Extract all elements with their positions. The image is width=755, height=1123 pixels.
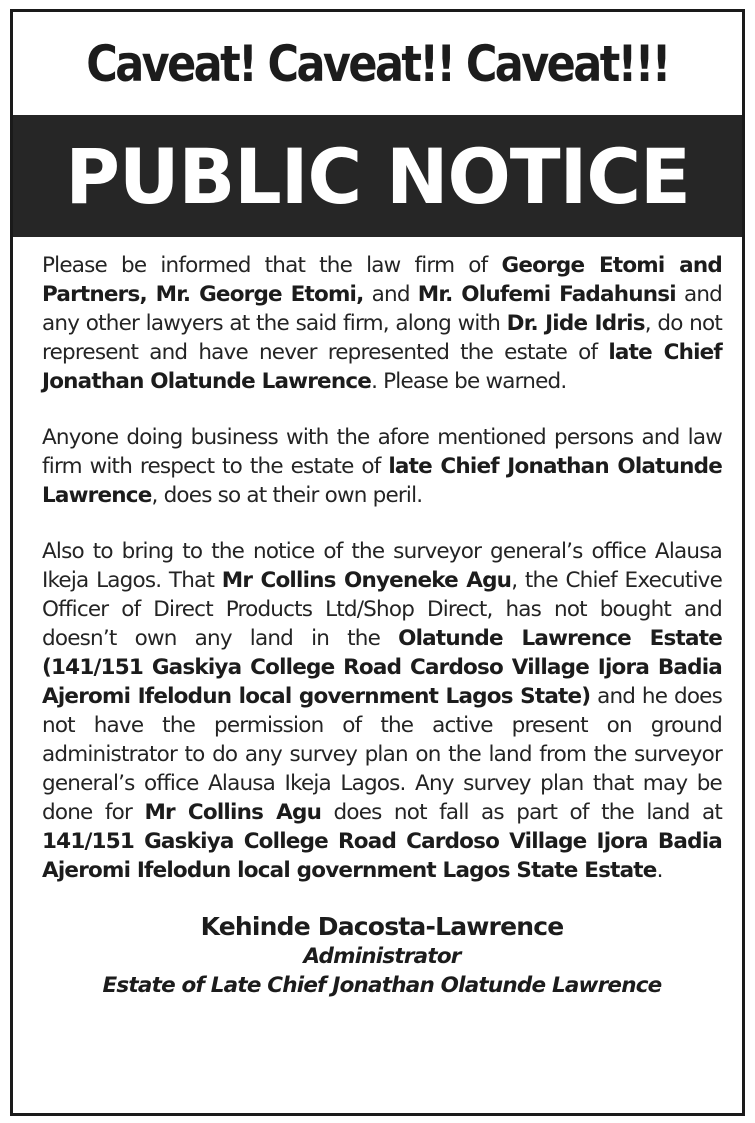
bold-text: 141/151 Gaskiya College Road Cardoso Village Ijora Badia Ajeromi Ifelodun local government Lagos State Estate: [42, 829, 722, 883]
text-segment: and: [363, 282, 418, 307]
bold-text: George Etomi and Partners, Mr. George Etomi,: [42, 253, 722, 307]
text-segment: Also to bring to the notice of the surveyor general’s office Alausa Ikeja Lagos. That: [42, 539, 722, 593]
text-segment: Anyone doing business with the afore mentioned persons and law firm with respect to the estate of: [42, 425, 722, 479]
notice-body: [13, 237, 742, 1000]
paragraph-surveyor: [42, 537, 722, 885]
caveat-heading: Caveat! Caveat!! Caveat!!!: [86, 34, 669, 93]
text-segment: and any other lawyers at the said firm, along with: [42, 282, 722, 336]
text-segment: and he does not have the permission of the active present on ground administrator to do any survey plan on the land from the surveyor general’s office Alausa Ikeja Lagos. Any survey plan that may be done for: [42, 684, 722, 825]
bold-text: Dr. Jide Idris: [506, 311, 645, 336]
bold-text: Mr. Olufemi Fadahunsi: [417, 282, 676, 307]
signatory-estate: Estate of Late Chief Jonathan Olatunde Lawrence: [102, 973, 662, 998]
signature-block: [42, 912, 722, 1000]
paragraph-representation: [42, 251, 722, 396]
text-segment: does not fall as part of the land at: [321, 800, 723, 825]
bold-text: Mr Collins Agu: [144, 800, 322, 825]
public-notice-title: PUBLIC NOTICE: [65, 131, 690, 221]
text-segment: , do not represent and have never represented the estate of: [42, 311, 722, 365]
paragraph-peril: [42, 423, 722, 510]
bold-text: late Chief Jonathan Olatunde Lawrence: [42, 454, 723, 508]
text-segment: . Please be warned.: [371, 369, 567, 394]
text-segment: , does so at their own peril.: [151, 483, 423, 508]
public-notice: [10, 9, 745, 1116]
text-segment: Please be informed that the law firm of: [42, 253, 502, 278]
bold-text: late Chief Jonathan Olatunde Lawrence: [42, 340, 722, 394]
bold-text: Mr Collins Onyeneke Agu: [221, 568, 512, 593]
signatory-role: Administrator: [303, 944, 461, 969]
signatory-name: Kehinde Dacosta-Lawrence: [200, 912, 564, 941]
text-segment: .: [656, 858, 663, 883]
bold-text: Olatunde Lawrence Estate (141/151 Gaskiya College Road Cardoso Village Ijora Badia Ajeromi Ifelodun local government Lagos State): [42, 626, 722, 709]
text-segment: , the Chief Executive Officer of Direct Products Ltd/Shop Direct, has not bought and doesn’t own any land in the: [42, 568, 723, 651]
notice-banner: [13, 115, 742, 237]
